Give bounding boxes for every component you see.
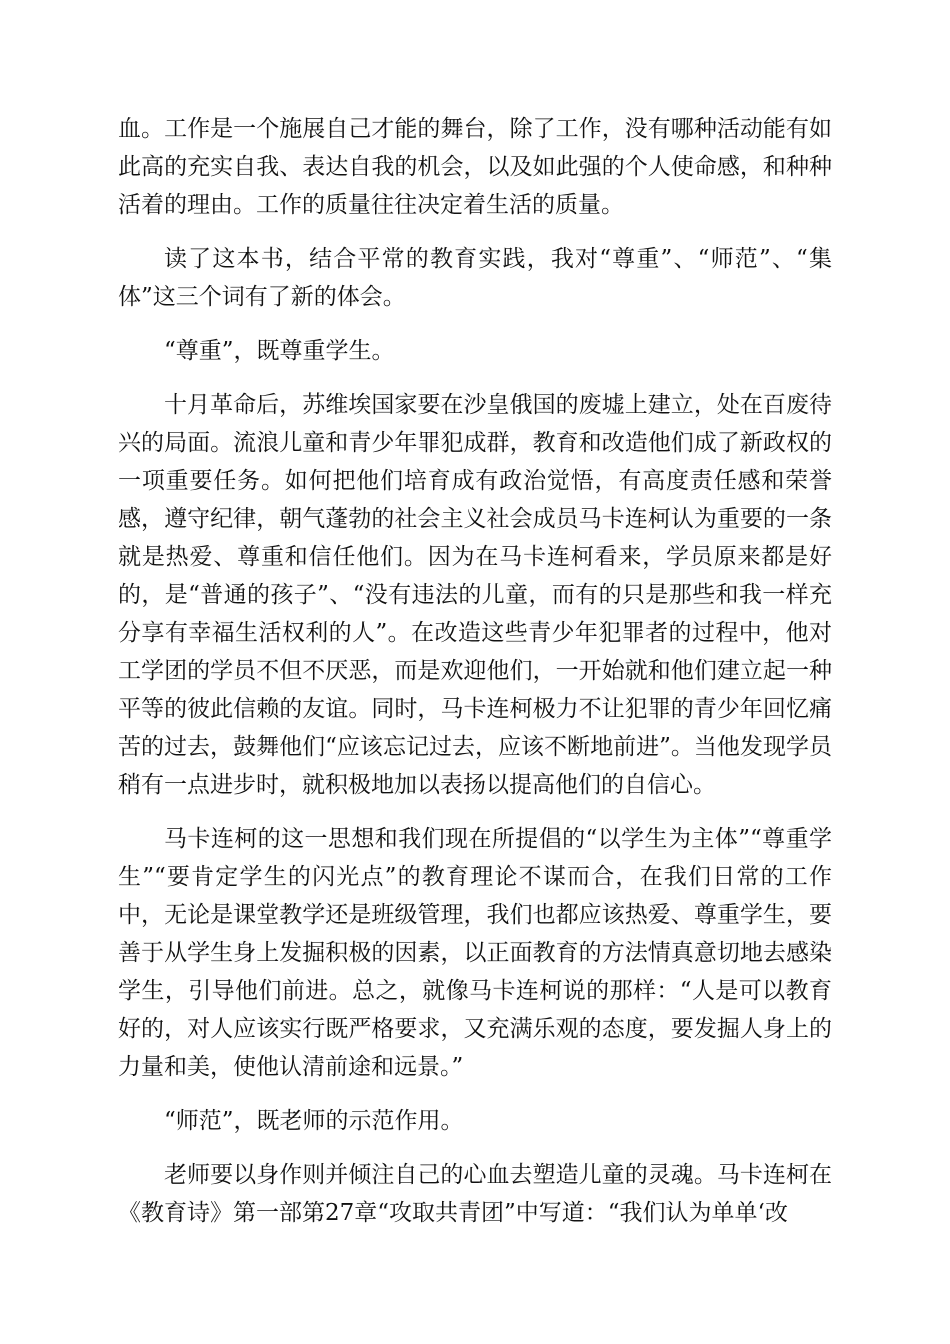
paragraph-respect-heading: “尊重”，既尊重学生。	[164, 338, 395, 364]
paragraph-reading-reflection: 读了这本书，结合平常的教育实践，我对“尊重”、“师范”、“集体”这三个词有了新的体会。	[118, 246, 832, 310]
body-text	[118, 110, 832, 1248]
paragraph-october-revolution: 十月革命后，苏维埃国家要在沙皇俄国的废墟上建立，处在百废待兴的局面。流浪儿童和青少年罪犯成群，教育和改造他们成了新政权的一项重要任务。如何把他们培育成有政治觉悟，有高度责任感和荣誉感，遵守纪律，朝气蓬勃的社会主义社会成员马卡连柯认为重要的一条就是热爱、尊重和信任他们。因为在马卡连柯看来，学员原来都是好的，是“普通的孩子”、“没有违法的儿童，而有的只是那些和我一样充分享有幸福生活权利的人”。在改造这些青少年犯罪者的过程中，他对工学团的学员不但不厌恶，而是欢迎他们，一开始就和他们建立起一种平等的彼此信赖的友谊。同时，马卡连柯极力不让犯罪的青少年回忆痛苦的过去，鼓舞他们“应该忘记过去，应该不断地前进”。当他发现学员稍有一点进步时，就积极地加以表扬以提高他们的自信心。	[118, 392, 832, 798]
paragraph-teacher-role: 老师要以身作则并倾注自己的心血去塑造儿童的灵魂。马卡连柯在《教育诗》第一部第27章“攻取共青团”中写道：“我们认为单单‘改	[118, 1162, 832, 1226]
paragraph-teacher-example-heading: “师范”，既老师的示范作用。	[164, 1108, 464, 1134]
paragraph-continuation: 血。工作是一个施展自己才能的舞台，除了工作，没有哪种活动能有如此高的充实自我、表达自我的机会，以及如此强的个人使命感，和种种活着的理由。工作的质量往往决定着生活的质量。	[118, 116, 832, 218]
paragraph-student-centered: 马卡连柯的这一思想和我们现在所提倡的“以学生为主体”“尊重学生”“要肯定学生的闪光点”的教育理论不谋而合，在我们日常的工作中，无论是课堂教学还是班级管理，我们也都应该热爱、尊重学生，要善于从学生身上发掘积极的因素，以正面教育的方法情真意切地去感染学生，引导他们前进。总之，就像马卡连柯说的那样：“人是可以教育好的，对人应该实行既严格要求，又充满乐观的态度，要发掘人身上的力量和美，使他认清前途和远景。”	[118, 826, 832, 1080]
